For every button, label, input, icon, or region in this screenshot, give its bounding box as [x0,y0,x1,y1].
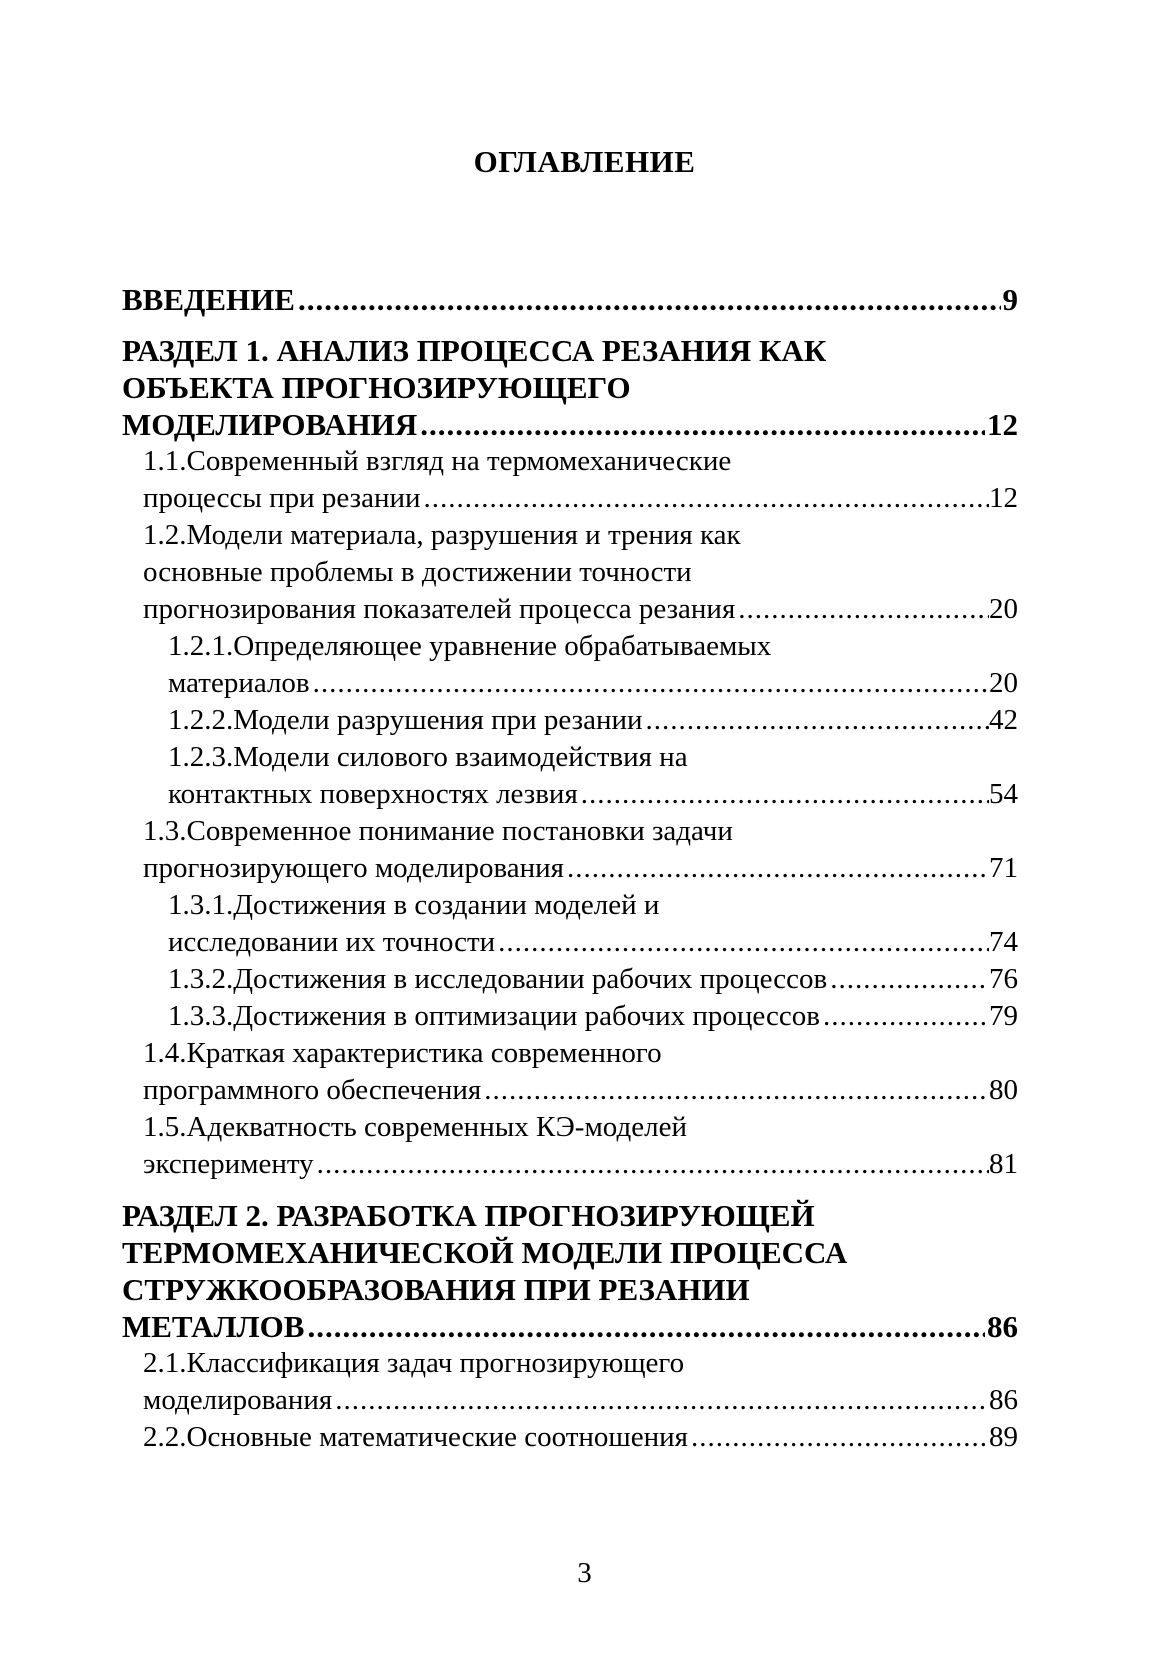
toc-entry-line [122,369,1018,406]
dot-leader [481,1072,989,1109]
toc-entry[interactable] [122,998,1018,1035]
toc-entry-line [143,443,1018,480]
table-of-contents [122,281,1018,1456]
toc-entry-title: МЕТАЛЛОВ [122,1309,305,1344]
dot-leader [735,591,989,628]
toc-entry-title: 1.2.2.Модели разрушения при резании [168,704,643,736]
toc-entry-line [122,1308,1018,1345]
toc-page-number: 12 [987,407,1018,442]
toc-entry-title: 1.1.Современный взгляд на термомеханические [143,445,732,477]
toc-entry-title: 1.5.Адекватность современных КЭ-моделей [143,1111,687,1143]
toc-entry-line [143,1146,1018,1183]
toc-entry[interactable] [122,739,1018,813]
toc-entry-line [122,406,1018,443]
toc-entry-line [143,480,1018,517]
toc-entry-title: 1.3.Современное понимание постановки задачи [143,815,733,847]
toc-entry-title: моделирования [143,1384,333,1416]
dot-leader [417,406,985,443]
toc-entry-title: основные проблемы в достижении точности [143,556,692,588]
toc-entry-line [122,1234,1018,1271]
toc-page-number: 9 [1002,282,1018,317]
toc-entry-title: ОБЪЕКТА ПРОГНОЗИРУЮЩЕГО [122,370,631,405]
toc-page-number: 12 [989,482,1018,514]
toc-entry-title: 1.2.Модели материала, разрушения и трения как [143,519,741,551]
dot-leader [295,281,1001,318]
toc-entry-line [143,517,1018,554]
toc-page-number: 86 [987,1309,1018,1344]
toc-entry[interactable] [122,887,1018,961]
toc-entry-title: 1.3.2.Достижения в исследовании рабочих процессов [168,963,828,995]
toc-entry-line [168,998,1018,1035]
toc-entry-title: контактных поверхностях лезвия [168,778,578,810]
toc-entry[interactable] [122,1419,1018,1456]
toc-entry-title: РАЗДЕЛ 1. АНАЛИЗ ПРОЦЕССА РЕЗАНИЯ КАК [122,333,827,368]
dot-leader [564,850,989,887]
toc-entry[interactable] [122,443,1018,517]
toc-entry-title: ВВЕДЕНИЕ [122,282,295,317]
toc-page-number: 86 [989,1384,1018,1416]
toc-entry-title: материалов [168,667,310,699]
dot-leader [827,961,989,998]
toc-page-number: 80 [989,1074,1018,1106]
dot-leader [495,924,989,961]
toc-entry[interactable] [122,1345,1018,1419]
toc-entry-title: программного обеспечения [143,1074,482,1106]
toc-entry-line [168,628,1018,665]
toc-entry-title: 1.4.Краткая характеристика современного [143,1037,662,1069]
toc-entry-line [143,1382,1018,1419]
toc-page-number: 54 [989,778,1018,810]
dot-leader [688,1419,989,1456]
toc-entry-title: 1.3.3.Достижения в оптимизации рабочих процессов [168,1000,820,1032]
toc-page-number: 42 [989,704,1018,736]
toc-entry-title: 2.1.Классификация задач прогнозирующего [143,1347,685,1379]
toc-page-number: 79 [989,1000,1018,1032]
toc-entry-line [143,1035,1018,1072]
toc-entry[interactable] [122,517,1018,628]
toc-entry-title: ТЕРМОМЕХАНИЧЕСКОЙ МОДЕЛИ ПРОЦЕССА [122,1235,848,1270]
toc-page-number: 76 [989,963,1018,995]
toc-section-entry[interactable] [122,1197,1018,1345]
page-title: ОГЛАВЛЕНИЕ [473,144,696,179]
toc-entry-line [143,1109,1018,1146]
toc-entry-line [122,1197,1018,1234]
toc-entry[interactable] [122,961,1018,998]
toc-section-entry[interactable] [122,281,1018,318]
toc-entry[interactable] [122,1109,1018,1183]
dot-leader [304,1308,985,1345]
dot-leader [578,776,989,813]
toc-entry-line [168,739,1018,776]
toc-page-number: 20 [989,593,1018,625]
toc-entry-title: процессы при резании [143,482,421,514]
toc-entry-line [143,850,1018,887]
dot-leader [643,702,989,739]
toc-page-number: 20 [989,667,1018,699]
toc-entry-title: 1.2.1.Определяющее уравнение обрабатываемых [168,630,772,662]
toc-page-number: 71 [989,852,1018,884]
toc-entry-line [168,887,1018,924]
toc-entry-line [122,1271,1018,1308]
toc-entry-line [168,776,1018,813]
dot-leader [314,1146,989,1183]
toc-entry[interactable] [122,813,1018,887]
toc-entry-line [143,813,1018,850]
toc-entry-title: МОДЕЛИРОВАНИЯ [122,407,418,442]
toc-entry[interactable] [122,702,1018,739]
toc-entry-line [143,591,1018,628]
toc-entry[interactable] [122,628,1018,702]
toc-page-number: 74 [989,926,1018,958]
toc-entry-title: исследовании их точности [168,926,496,958]
toc-page-number: 89 [989,1421,1018,1453]
toc-entry-title: СТРУЖКООБРАЗОВАНИЯ ПРИ РЕЗАНИИ [122,1272,750,1307]
toc-entry-line [168,961,1018,998]
dot-leader [310,665,989,702]
toc-entry-title: 1.2.3.Модели силового взаимодействия на [168,741,688,773]
toc-entry-line [122,281,1018,318]
toc-entry-title: 2.2.Основные математические соотношения [143,1421,688,1453]
toc-entry-title: прогнозирующего моделирования [143,852,565,884]
toc-entry-line [143,1345,1018,1382]
toc-entry-line [143,1072,1018,1109]
toc-section-entry[interactable] [122,332,1018,443]
toc-entry-line [143,554,1018,591]
toc-page-number: 81 [989,1148,1018,1180]
toc-entry-line [122,332,1018,369]
dot-leader [421,480,989,517]
dot-leader [332,1382,989,1419]
toc-entry-title: прогнозирования показателей процесса резания [143,593,736,625]
toc-entry-title: РАЗДЕЛ 2. РАЗРАБОТКА ПРОГНОЗИРУЮЩЕЙ [122,1198,815,1233]
toc-entry-line [168,702,1018,739]
toc-entry-line [168,665,1018,702]
toc-entry-title: эксперименту [143,1148,314,1180]
toc-entry-line [143,1419,1018,1456]
toc-entry-title: 1.3.1.Достижения в создании моделей и [168,889,660,921]
page-number: 3 [577,1557,592,1589]
toc-entry-line [168,924,1018,961]
dot-leader [820,998,989,1035]
toc-entry[interactable] [122,1035,1018,1109]
